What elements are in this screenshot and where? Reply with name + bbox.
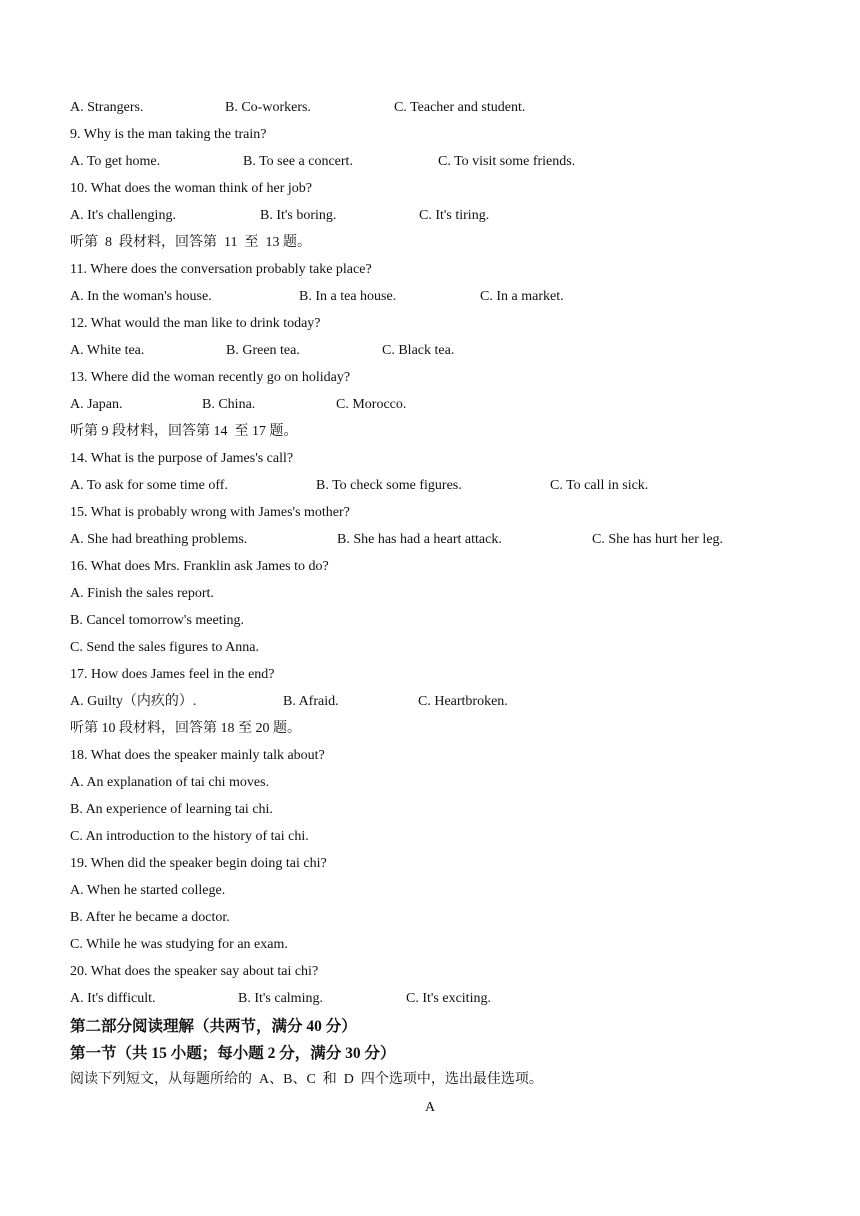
q18-option-a: A. An explanation of tai chi moves. (70, 775, 270, 790)
q9-option-b: B. To see a concert. (243, 154, 353, 169)
q17-option-a: A. Guilty（内疚的）. (70, 694, 197, 709)
q10-option-b: B. It's boring. (260, 208, 337, 223)
section10-instruction: 听第 10 段材料，回答第 18 至 20 题。 (70, 721, 301, 736)
q10-option-a: A. It's challenging. (70, 208, 176, 223)
q14-option-b: B. To check some figures. (316, 478, 462, 493)
q17-option-c: C. Heartbroken. (418, 694, 508, 709)
q15-option-b: B. She has had a heart attack. (337, 532, 502, 547)
part2-heading: 第二部分阅读理解（共两节，满分 40 分） (70, 1018, 357, 1035)
q19-option-a: A. When he started college. (70, 883, 226, 898)
section8-instruction: 听第 8 段材料，回答第 11 至 13 题。 (70, 235, 311, 250)
section9-instruction: 听第 9 段材料，回答第 14 至 17 题。 (70, 424, 298, 439)
q11-option-b: B. In a tea house. (299, 289, 397, 304)
q12-question: 12. What would the man like to drink today? (70, 316, 321, 331)
q20-option-b: B. It's calming. (238, 991, 323, 1006)
q14-option-c: C. To call in sick. (550, 478, 649, 493)
q18-question: 18. What does the speaker mainly talk about? (70, 748, 325, 763)
q9-question: 9. Why is the man taking the train? (70, 127, 267, 142)
q12-option-a: A. White tea. (70, 343, 145, 358)
q16-option-a: A. Finish the sales report. (70, 586, 214, 601)
q13-option-c: C. Morocco. (336, 397, 407, 412)
q15-question: 15. What is probably wrong with James's mother? (70, 505, 350, 520)
q11-question: 11. Where does the conversation probably take place? (70, 262, 372, 277)
reading-instruction: 阅读下列短文，从每题所给的 A、B、C 和 D 四个选项中，选出最佳选项。 (70, 1072, 543, 1087)
q14-option-a: A. To ask for some time off. (70, 478, 228, 493)
q9-option-a: A. To get home. (70, 154, 161, 169)
q10-question: 10. What does the woman think of her job? (70, 181, 312, 196)
q19-option-b: B. After he became a doctor. (70, 910, 230, 925)
q12-option-c: C. Black tea. (382, 343, 455, 358)
q8-option-c: C. Teacher and student. (394, 100, 526, 115)
passage-label: A (424, 1100, 436, 1115)
q20-option-c: C. It's exciting. (406, 991, 491, 1006)
q13-question: 13. Where did the woman recently go on holiday? (70, 370, 351, 385)
q18-option-b: B. An experience of learning tai chi. (70, 802, 273, 817)
q15-option-a: A. She had breathing problems. (70, 532, 248, 547)
section1-heading: 第一节（共 15 小题；每小题 2 分，满分 30 分） (70, 1045, 396, 1062)
q19-option-c: C. While he was studying for an exam. (70, 937, 288, 952)
q15-option-c: C. She has hurt her leg. (592, 532, 724, 547)
q11-option-c: C. In a market. (480, 289, 564, 304)
q13-option-b: B. China. (202, 397, 256, 412)
q12-option-b: B. Green tea. (226, 343, 300, 358)
q16-option-b: B. Cancel tomorrow's meeting. (70, 613, 244, 628)
q14-question: 14. What is the purpose of James's call? (70, 451, 294, 466)
q20-question: 20. What does the speaker say about tai chi? (70, 964, 319, 979)
q18-option-c: C. An introduction to the history of tai chi. (70, 829, 309, 844)
q9-option-c: C. To visit some friends. (438, 154, 576, 169)
q16-question: 16. What does Mrs. Franklin ask James to do? (70, 559, 329, 574)
q19-question: 19. When did the speaker begin doing tai chi? (70, 856, 327, 871)
q8-option-b: B. Co-workers. (225, 100, 311, 115)
q20-option-a: A. It's difficult. (70, 991, 156, 1006)
q11-option-a: A. In the woman's house. (70, 289, 212, 304)
q16-option-c: C. Send the sales figures to Anna. (70, 640, 259, 655)
q17-option-b: B. Afraid. (283, 694, 339, 709)
q10-option-c: C. It's tiring. (419, 208, 490, 223)
q13-option-a: A. Japan. (70, 397, 123, 412)
q17-question: 17. How does James feel in the end? (70, 667, 275, 682)
q8-option-a: A. Strangers. (70, 100, 144, 115)
